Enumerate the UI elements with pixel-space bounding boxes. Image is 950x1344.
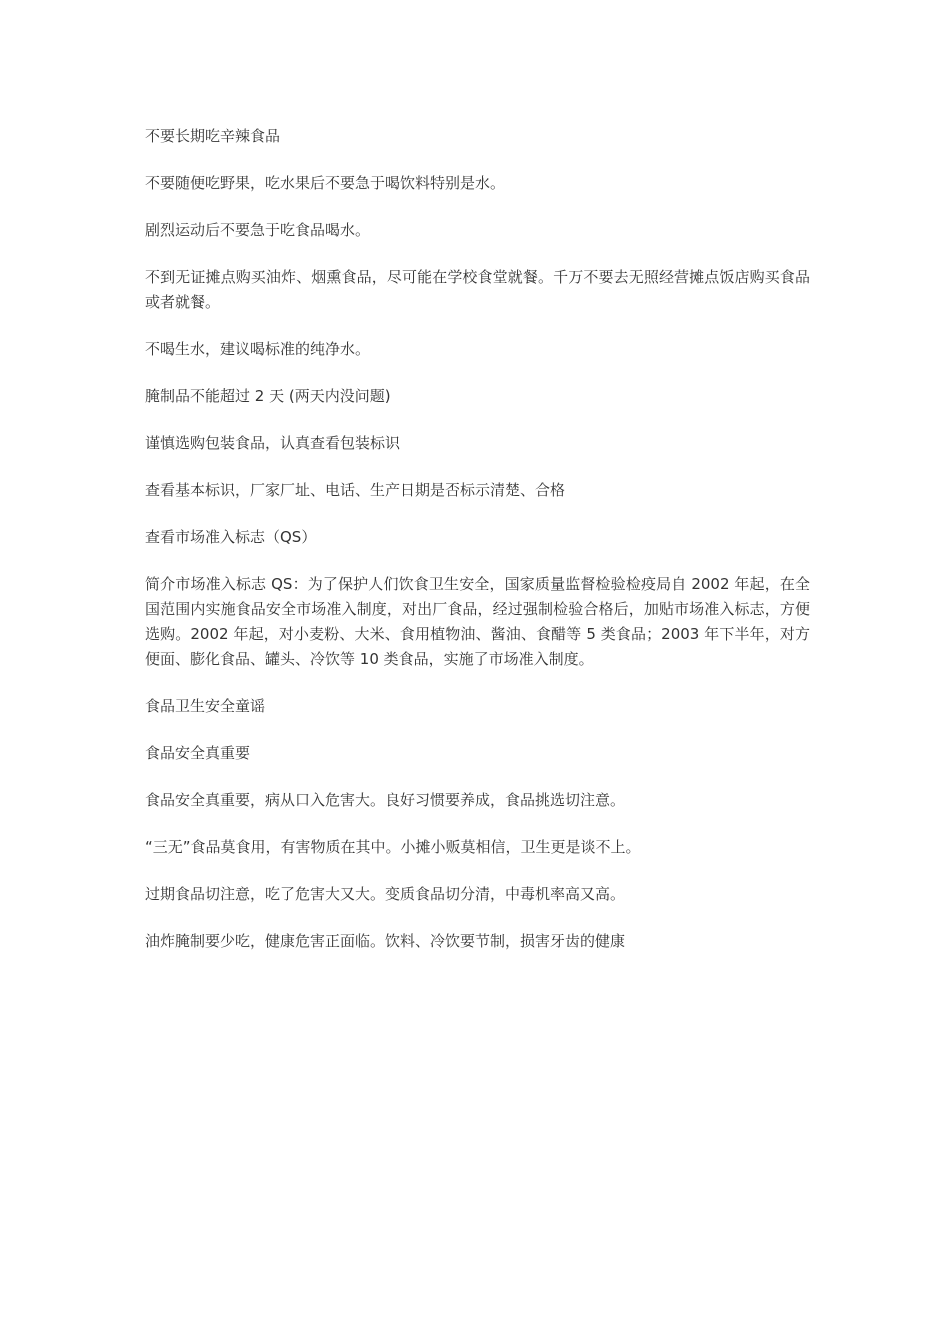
paragraph: 谨慎选购包装食品，认真查看包装标识 bbox=[145, 434, 401, 452]
paragraph: 简介市场准入标志 QS：为了保护人们饮食卫生安全，国家质量监督检验检疫局自 2002 年起，在全国范围内实施食品安全市场准入制度，对出厂食品，经过强制检验合格后，加贴市场准入标志，方便选购。2002 年起，对小麦粉、大米、食用植物油、酱油、食醋等 5 类食品；2003 年下半年，对方便面、膨化食品、罐头、冷饮等 10 类食品，实施了市场准入制度。 bbox=[145, 575, 810, 668]
document-body bbox=[145, 124, 810, 976]
paragraph: 查看基本标识，厂家厂址、电话、生产日期是否标示清楚、合格 bbox=[145, 481, 566, 499]
verse-line: 食品安全真重要，病从口入危害大。良好习惯要养成，食品挑选切注意。 bbox=[145, 791, 626, 809]
paragraph: 不到无证摊点购买油炸、烟熏食品，尽可能在学校食堂就餐。千万不要去无照经营摊点饭店购买食品或者就餐。 bbox=[145, 268, 810, 311]
paragraph: 剧烈运动后不要急于吃食品喝水。 bbox=[145, 221, 371, 239]
paragraph: 不要随便吃野果，吃水果后不要急于喝饮料特别是水。 bbox=[145, 174, 506, 192]
paragraph: 查看市场准入标志（QS） bbox=[145, 528, 317, 546]
paragraph: 腌制品不能超过 2 天 (两天内没问题) bbox=[145, 387, 391, 405]
verse-line: “三无”食品莫食用，有害物质在其中。小摊小贩莫相信，卫生更是谈不上。 bbox=[145, 838, 641, 856]
paragraph: 不要长期吃辛辣食品 bbox=[145, 127, 281, 145]
verse-line: 过期食品切注意，吃了危害大又大。变质食品切分清，中毒机率高又高。 bbox=[145, 885, 626, 903]
verse-line: 油炸腌制要少吃，健康危害正面临。饮料、冷饮要节制，损害牙齿的健康 bbox=[145, 932, 626, 950]
paragraph: 不喝生水，建议喝标准的纯净水。 bbox=[145, 340, 371, 358]
section-subheading: 食品安全真重要 bbox=[145, 744, 251, 762]
section-heading: 食品卫生安全童谣 bbox=[145, 697, 266, 715]
